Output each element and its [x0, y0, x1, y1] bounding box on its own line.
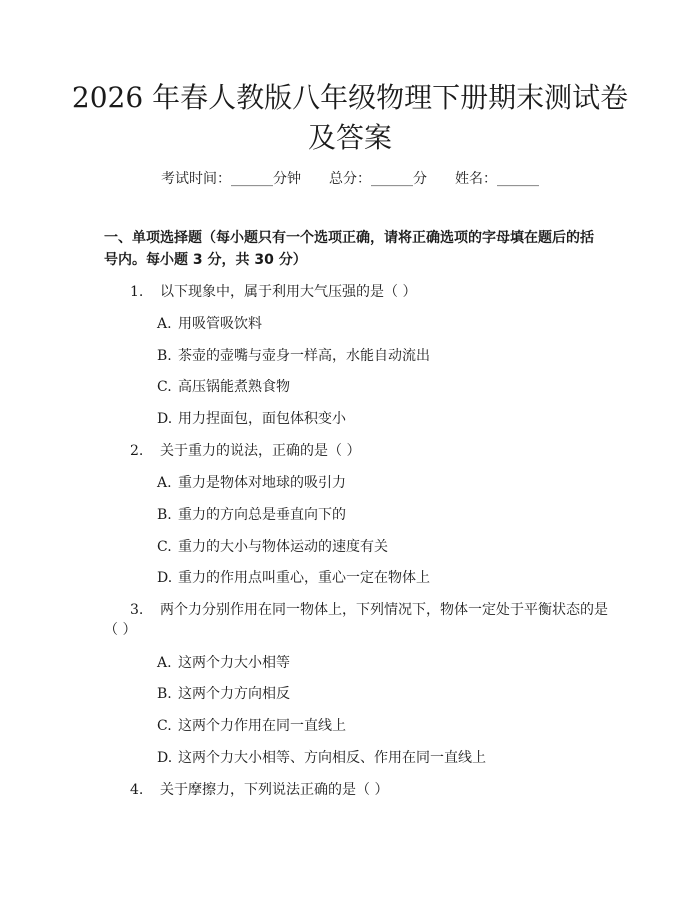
question-1-option-b [157, 346, 430, 366]
option-letter: B. [157, 686, 172, 702]
score-label: 总分： [329, 171, 371, 187]
exam-info-line [0, 169, 700, 189]
question-text: 两个力分别作用在同一物体上，下列情况下，物体一定处于平衡状态的是 [160, 602, 608, 618]
question-2-option-b [157, 505, 346, 525]
question-text: 关于摩擦力，下列说法正确的是（ ） [160, 782, 389, 798]
name-label: 姓名： [455, 171, 497, 187]
option-letter: B. [157, 507, 172, 523]
question-2-option-a [157, 473, 346, 493]
option-text: 这两个力作用在同一直线上 [178, 718, 346, 734]
name-blank: ______ [497, 171, 539, 187]
score-unit: 分 [413, 171, 427, 187]
option-text: 重力的大小与物体运动的速度有关 [178, 539, 388, 555]
option-letter: D. [157, 570, 173, 586]
option-text: 重力的作用点叫重心，重心一定在物体上 [178, 570, 430, 586]
question-number: 4. [130, 782, 144, 798]
section-heading-line1: 一、单项选择题（每小题只有一个选项正确，请将正确选项的字母填在题后的括 [104, 230, 594, 246]
option-text: 用力捏面包，面包体积变小 [178, 411, 346, 427]
question-number: 3. [130, 602, 144, 618]
option-letter: B. [157, 348, 172, 364]
time-blank: ______ [231, 171, 273, 187]
question-2-option-c [157, 537, 388, 557]
option-letter: D. [157, 750, 173, 766]
time-unit: 分钟 [273, 171, 301, 187]
question-text: 以下现象中，属于利用大气压强的是（ ） [160, 284, 417, 300]
exam-title-line2: 及答案 [307, 121, 392, 154]
question-number: 1. [130, 284, 144, 300]
option-text: 重力是物体对地球的吸引力 [178, 475, 346, 491]
question-3-option-b [157, 684, 290, 704]
option-text: 高压锅能煮熟食物 [178, 379, 290, 395]
question-number: 2. [130, 443, 144, 459]
question-3-option-d [157, 748, 486, 768]
section-heading-line2: 号内。每小题 3 分，共 30 分） [104, 252, 307, 268]
option-text: 重力的方向总是垂直向下的 [178, 507, 346, 523]
section-heading [104, 227, 604, 271]
question-3-option-a [157, 653, 290, 673]
option-text: 这两个力大小相等 [178, 655, 290, 671]
option-text: 这两个力方向相反 [178, 686, 290, 702]
option-text: 用吸管吸饮料 [178, 316, 262, 332]
option-letter: C. [157, 379, 172, 395]
question-2-option-d [157, 568, 430, 588]
option-letter: C. [157, 539, 172, 555]
option-text: 茶壶的壶嘴与壶身一样高，水能自动流出 [178, 348, 430, 364]
option-letter: A. [157, 655, 172, 671]
option-letter: D. [157, 411, 173, 427]
question-1-option-c [157, 377, 290, 397]
option-text: 这两个力大小相等、方向相反、作用在同一直线上 [178, 750, 486, 766]
score-blank: ______ [371, 171, 413, 187]
question-text-line2: （ ） [104, 622, 137, 638]
option-letter: C. [157, 718, 172, 734]
question-1-option-a [157, 314, 262, 334]
question-3-option-c [157, 716, 346, 736]
question-3-continuation [104, 620, 136, 640]
question-1-option-d [157, 409, 346, 429]
time-label: 考试时间： [161, 171, 231, 187]
exam-title-line1: 2026 年春人教版八年级物理下册期末测试卷 [71, 81, 629, 114]
question-text: 关于重力的说法，正确的是（ ） [160, 443, 361, 459]
option-letter: A. [157, 316, 172, 332]
option-letter: A. [157, 475, 172, 491]
